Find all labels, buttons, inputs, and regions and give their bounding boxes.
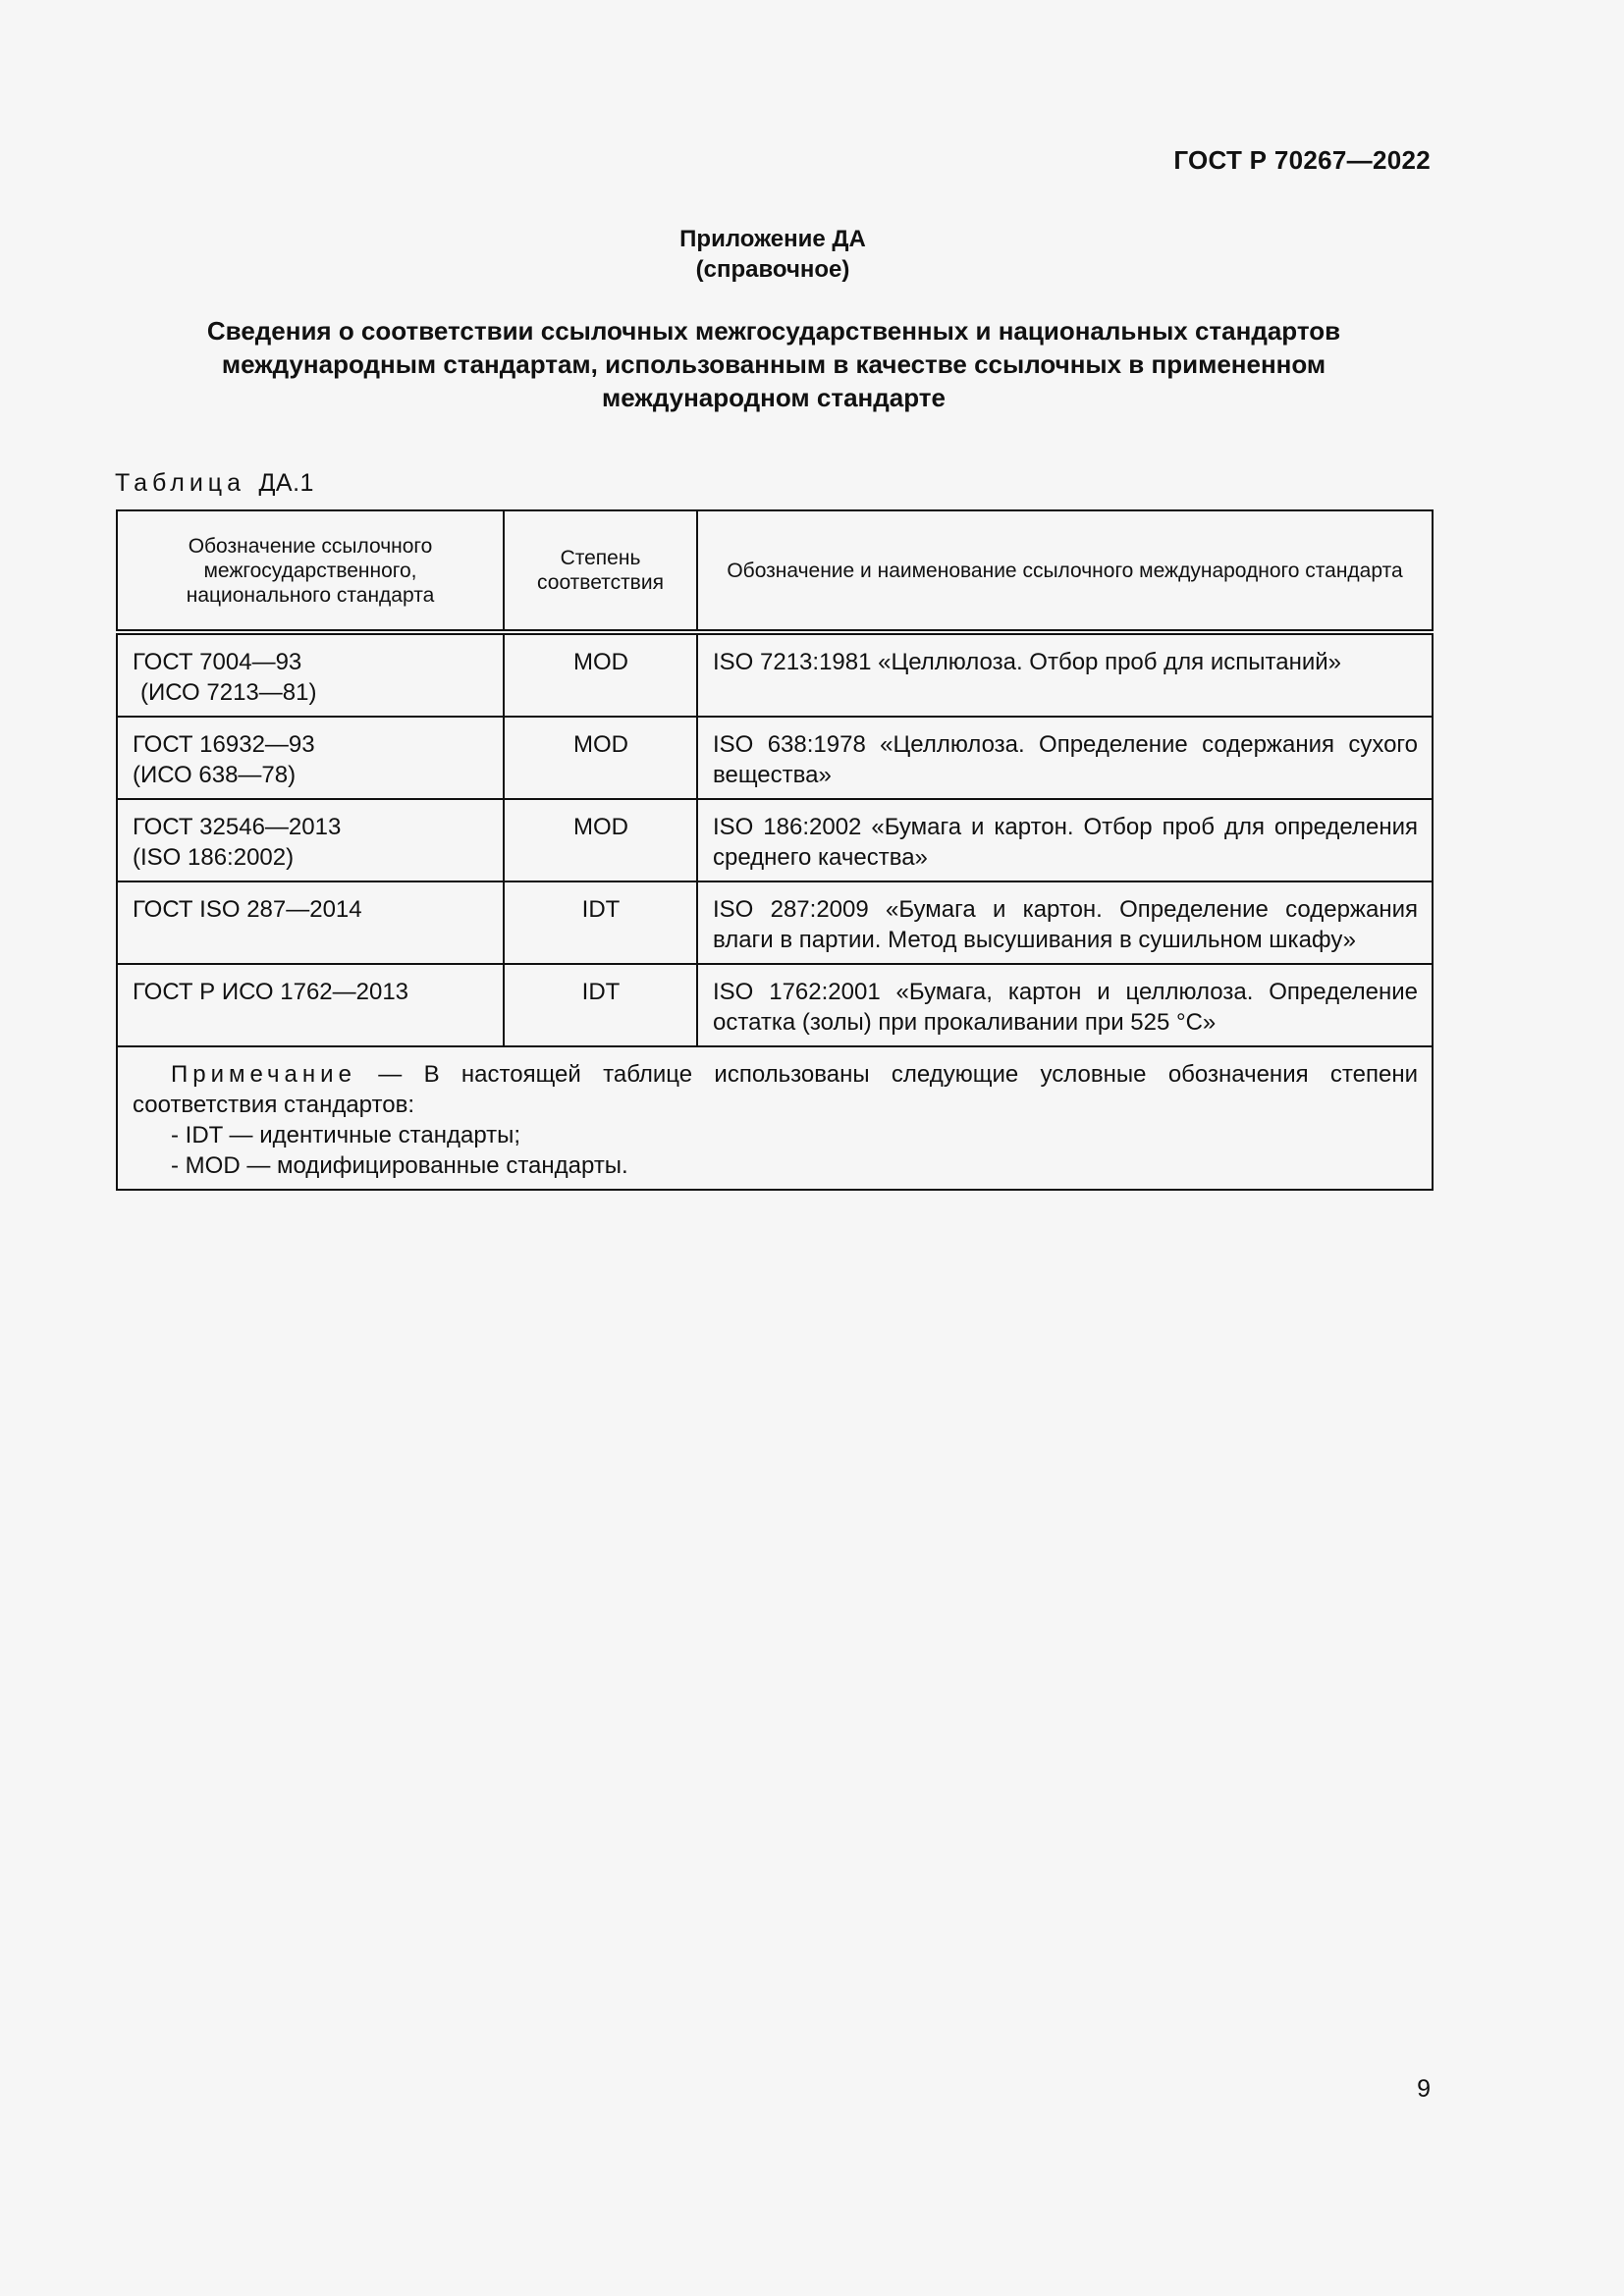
- table-note: [117, 1046, 1433, 1190]
- document-number: ГОСТ Р 70267—2022: [1173, 145, 1431, 175]
- degree-cell: IDT: [504, 964, 697, 1046]
- title-line: международном стандарте: [602, 383, 946, 412]
- header-international-standard: Обозначение и наименование ссылочного международного стандарта: [697, 510, 1433, 632]
- note-item: - IDT — идентичные стандарты;: [171, 1122, 521, 1148]
- international-standard-cell: ISO 7213:1981 «Целлюлоза. Отбор проб для испытаний»: [697, 632, 1433, 717]
- international-standard-cell: ISO 287:2009 «Бумага и картон. Определение содержания влаги в партии. Метод высушивания в сушильном шкафу»: [697, 881, 1433, 964]
- degree-cell: MOD: [504, 717, 697, 799]
- table-row: [117, 632, 1433, 717]
- appendix-heading: [0, 224, 1545, 285]
- appendix-title: Приложение ДА: [679, 226, 866, 252]
- standard-equivalent: (ISO 186:2002): [133, 844, 295, 871]
- international-standard-cell: ISO 186:2002 «Бумага и картон. Отбор проб для определения среднего качества»: [697, 799, 1433, 881]
- header-national-standard: Обозначение ссылочного межгосударственного, национального стандарта: [117, 510, 504, 632]
- standard-designation: ГОСТ 16932—93: [133, 731, 315, 758]
- table-row: [117, 881, 1433, 964]
- table-caption: [115, 469, 314, 498]
- standard-designation: ГОСТ 32546—2013: [133, 814, 342, 840]
- standard-designation: ГОСТ Р ИСО 1762—2013: [133, 979, 409, 1005]
- table-row: [117, 717, 1433, 799]
- page-number: 9: [1417, 2075, 1431, 2103]
- note-text: — В настоящей таблице использованы следующие условные обозначения степени соответствия стандартов:: [133, 1061, 1418, 1118]
- section-title: [116, 314, 1432, 414]
- degree-cell: IDT: [504, 881, 697, 964]
- note-item: - MOD — модифицированные стандарты.: [171, 1152, 628, 1179]
- title-line: Сведения о соответствии ссылочных межгосударственных и национальных стандартов: [206, 316, 1341, 346]
- international-standard-cell: ISO 638:1978 «Целлюлоза. Определение содержания сухого вещества»: [697, 717, 1433, 799]
- national-standard-cell: [117, 717, 504, 799]
- standard-equivalent: (ИСО 7213—81): [140, 679, 317, 706]
- national-standard-cell: [117, 964, 504, 1046]
- degree-cell: MOD: [504, 799, 697, 881]
- table-note-row: [117, 1046, 1433, 1190]
- standard-equivalent: (ИСО 638—78): [133, 762, 297, 788]
- national-standard-cell: [117, 881, 504, 964]
- degree-cell: MOD: [504, 632, 697, 717]
- note-lead: Примечание: [171, 1061, 356, 1088]
- header-degree: Степень соответствия: [504, 510, 697, 632]
- national-standard-cell: [117, 632, 504, 717]
- standards-table: [116, 509, 1434, 1191]
- standard-designation: ГОСТ ISO 287—2014: [133, 896, 362, 923]
- national-standard-cell: [117, 799, 504, 881]
- table-header-row: [117, 510, 1433, 632]
- title-line: международным стандартам, использованным в качестве ссылочных в примененном: [221, 349, 1326, 379]
- table-row: [117, 964, 1433, 1046]
- table-row: [117, 799, 1433, 881]
- appendix-subtitle: (справочное): [695, 256, 850, 283]
- international-standard-cell: ISO 1762:2001 «Бумага, картон и целлюлоза. Определение остатка (золы) при прокаливании при 525 °С»: [697, 964, 1433, 1046]
- table-caption-prefix: Таблица: [115, 469, 246, 497]
- table-caption-number: ДА.1: [258, 469, 314, 497]
- standard-designation: ГОСТ 7004—93: [133, 649, 302, 675]
